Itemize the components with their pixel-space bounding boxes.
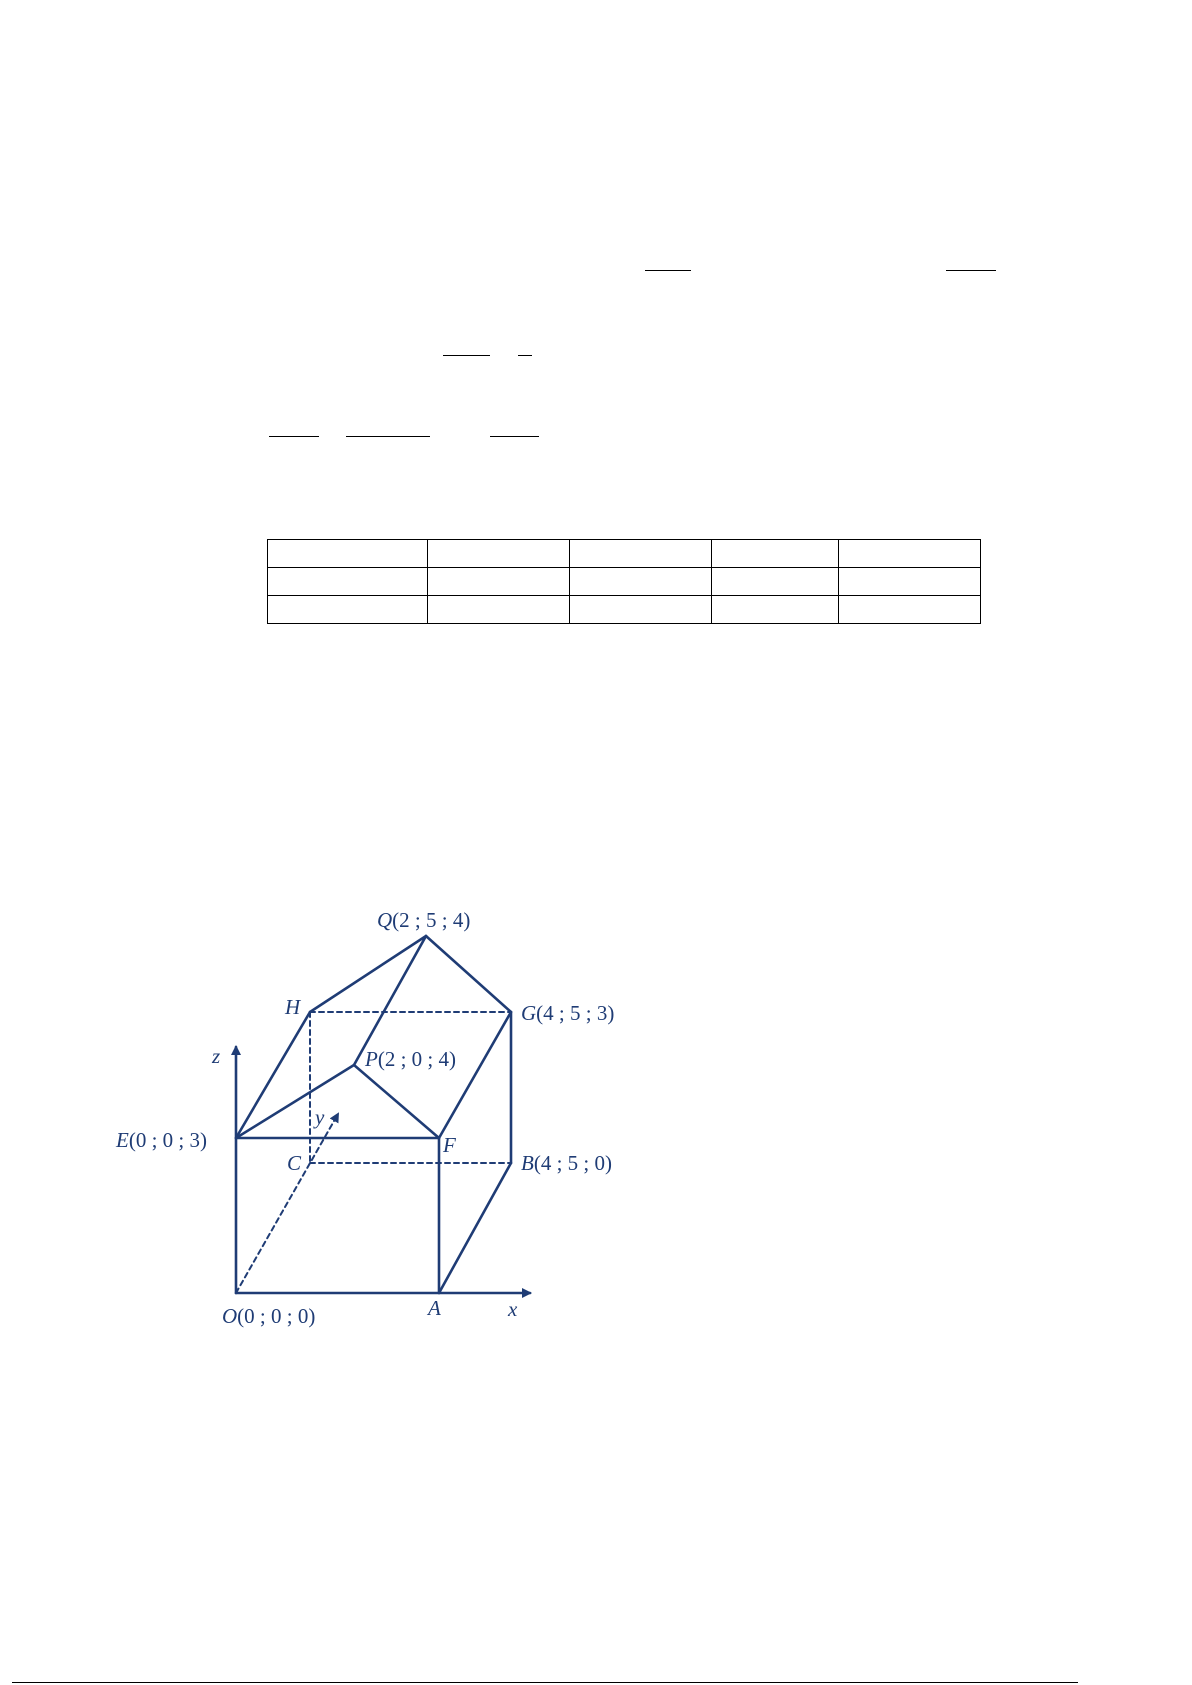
edge-QG bbox=[426, 936, 511, 1012]
edge-QP bbox=[354, 936, 426, 1065]
edge-EH bbox=[236, 1012, 310, 1138]
label-H: H bbox=[285, 995, 301, 1019]
edge-OC-y-axis bbox=[236, 1114, 338, 1293]
label-z-axis: z bbox=[212, 1044, 221, 1068]
edge-AB bbox=[439, 1163, 511, 1293]
label-Q: Q(2 ; 5 ; 4) bbox=[377, 908, 471, 932]
footer-rule bbox=[12, 1682, 1078, 1683]
label-y-axis: y bbox=[315, 1105, 325, 1129]
label-C: C bbox=[287, 1151, 302, 1175]
label-G: G(4 ; 5 ; 3) bbox=[521, 1001, 615, 1025]
edge-GF bbox=[439, 1012, 511, 1138]
label-E: E(0 ; 0 ; 3) bbox=[116, 1128, 207, 1152]
edge-HQ bbox=[310, 936, 426, 1012]
label-O: O(0 ; 0 ; 0) bbox=[222, 1304, 316, 1328]
edge-PF bbox=[354, 1065, 439, 1138]
label-F: F bbox=[443, 1133, 456, 1157]
label-A: A bbox=[428, 1296, 441, 1320]
label-P: P(2 ; 0 ; 4) bbox=[365, 1047, 456, 1071]
edge-EP bbox=[236, 1065, 354, 1138]
label-B: B(4 ; 5 ; 0) bbox=[521, 1151, 612, 1175]
label-x-axis: x bbox=[508, 1297, 518, 1321]
